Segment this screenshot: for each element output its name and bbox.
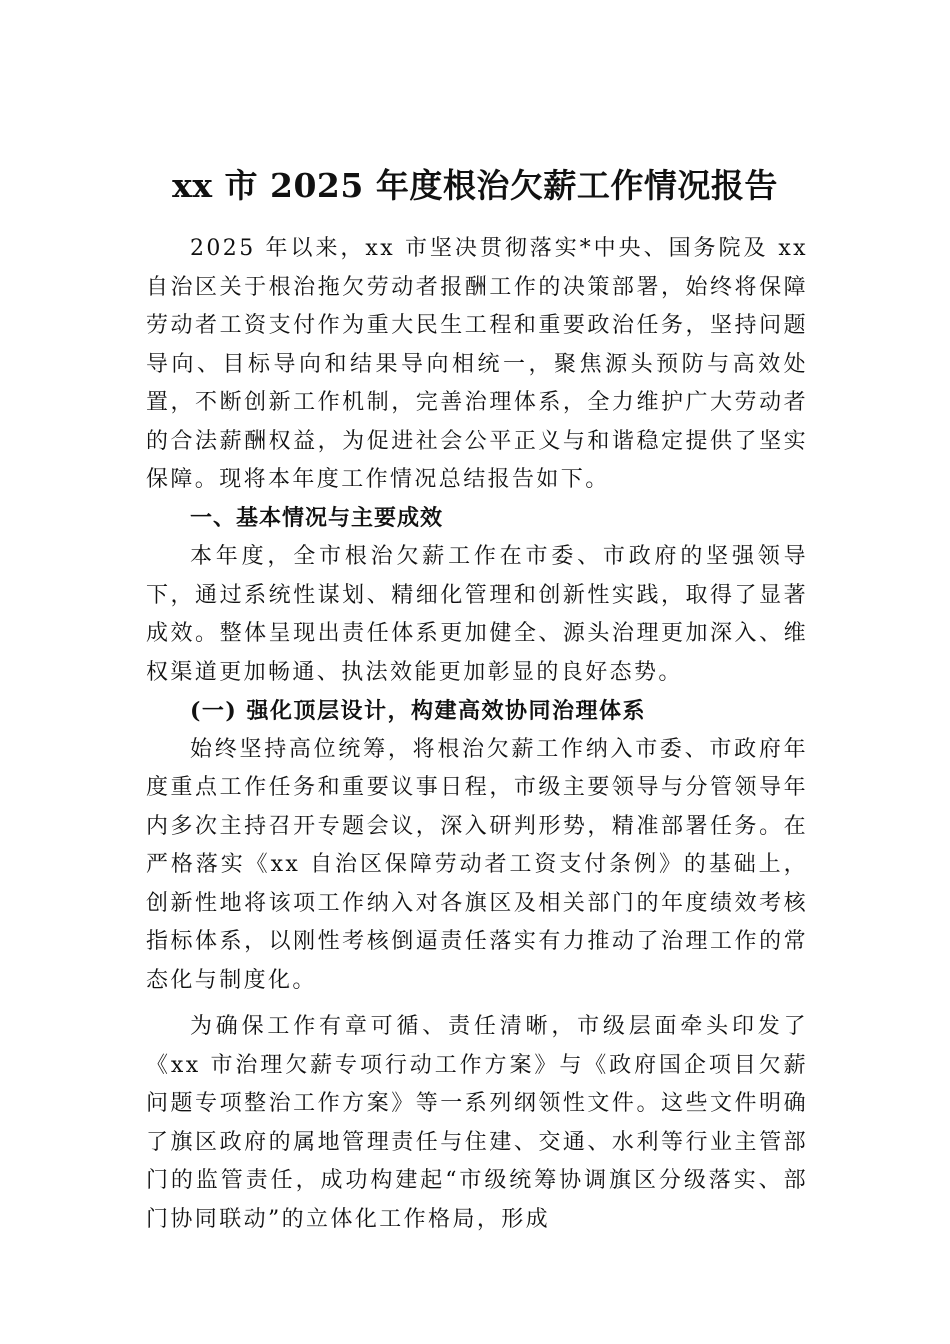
section-heading-1: 一、基本情况与主要成效 (190, 505, 444, 531)
paragraph-section-1-summary: 本年度，全市根治欠薪工作在市委、市政府的坚强领导下，通过系统性谋划、精细化管理和创新性实践，取得了显著成效。整体呈现出责任体系更加健全、源头治理更加深入、维权渠道更加畅通、执法效能更加彰显的良好态势。 (146, 544, 808, 685)
paragraph-subsection-1-b: 为确保工作有章可循、责任清晰，市级层面牵头印发了《xx 市治理欠薪专项行动工作方案》与《政府国企项目欠薪问题专项整治工作方案》等一系列纲领性文件。这些文件明确了旗区政府的属地管理责任与住建、交通、水利等行业主管部门的监管责任，成功构建起“市级统筹协调旗区分级落实、部门协同联动”的立体化工作格局，形成 (146, 1014, 808, 1232)
document-body (146, 230, 808, 1239)
paragraph-intro: 2025 年以来，xx 市坚决贯彻落实*中央、国务院及 xx 自治区关于根治拖欠劳动者报酬工作的决策部署，始终将保障劳动者工资支付作为重大民生工程和重要政治任务，坚持问题导向、目标导向和结果导向相统一，聚焦源头预防与高效处置，不断创新工作机制，完善治理体系，全力维护广大劳动者的合法薪酬权益，为促进社会公平正义与和谐稳定提供了坚实保障。现将本年度工作情况总结报告如下。 (146, 236, 808, 492)
document-title: xx 市 2025 年度根治欠薪工作情况报告 (172, 166, 778, 205)
subsection-heading-1: (一) 强化顶层设计，构建高效协同治理体系 (190, 698, 646, 724)
paragraph-subsection-1-a: 始终坚持高位统筹，将根治欠薪工作纳入市委、市政府年度重点工作任务和重要议事日程，市级主要领导与分管领导年内多次主持召开专题会议，深入研判形势，精准部署任务。在严格落实《xx 自治区保障劳动者工资支付条例》的基础上，创新性地将该项工作纳入对各旗区及相关部门的年度绩效考核指标体系，以刚性考核倒逼责任落实有力推动了治理工作的常态化与制度化。 (146, 736, 808, 993)
